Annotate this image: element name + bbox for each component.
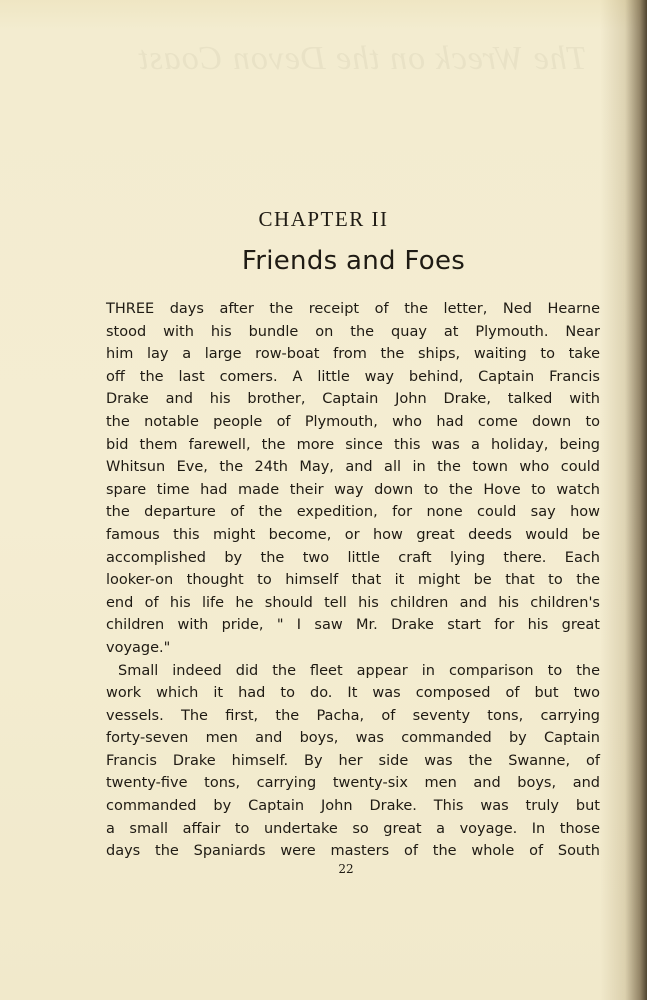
- text-line: Whitsun Eve, the 24th May, and all in the town who could: [106, 459, 600, 476]
- text-line: Drake and his brother, Captain John Drake, talked with: [106, 391, 600, 408]
- text-line: THREE days after the receipt of the letter, Ned Hearne: [106, 301, 600, 317]
- text-line: the notable people of Plymouth, who had come down to: [106, 413, 600, 430]
- chapter-heading: CHAPTER II: [258, 207, 389, 231]
- text-line: days the Spaniards were masters of the whole of South: [106, 843, 600, 860]
- text-line: Francis Drake himself. By her side was the Swanne, of: [106, 752, 600, 769]
- text-line: children with pride, " I saw Mr. Drake start for his great: [106, 617, 600, 634]
- text-line: stood with his bundle on the quay at Plymouth. Near: [106, 323, 600, 340]
- text-line: him lay a large row-boat from the ships, waiting to take: [106, 346, 600, 363]
- text-line: Small indeed did the fleet appear in comparison to the: [118, 662, 600, 679]
- text-line: looker-on thought to himself that it might be that to the: [106, 572, 600, 589]
- bleed-through-text: The Wreck on the Devon Coast: [138, 40, 587, 77]
- page-number: 22: [338, 862, 354, 876]
- text-line: bid them farewell, the more since this was a holiday, being: [106, 436, 600, 453]
- text-line: commanded by Captain John Drake. This was truly but: [106, 798, 600, 815]
- chapter-title: Friends and Foes: [241, 246, 466, 276]
- text-line: off the last comers. A little way behind, Captain Francis: [106, 368, 600, 385]
- text-line: accomplished by the two little craft lying there. Each: [106, 549, 600, 566]
- body-text: [106, 298, 600, 863]
- text-line: forty-seven men and boys, was commanded by Captain: [106, 730, 600, 747]
- text-line: work which it had to do. It was composed of but two: [106, 685, 600, 702]
- text-line: spare time had made their way down to the Hove to watch: [106, 481, 600, 498]
- text-line: famous this might become, or how great deeds would be: [106, 526, 600, 543]
- text-line: a small affair to undertake so great a voyage. In those: [106, 820, 600, 837]
- text-line: the departure of the expedition, for none could say how: [106, 504, 600, 521]
- text-line: twenty-five tons, carrying twenty-six men and boys, and: [106, 775, 600, 792]
- text-line: voyage.": [106, 639, 171, 656]
- text-line: vessels. The first, the Pacha, of seventy tons, carrying: [106, 707, 600, 724]
- text-line: end of his life he should tell his children and his children's: [106, 594, 600, 611]
